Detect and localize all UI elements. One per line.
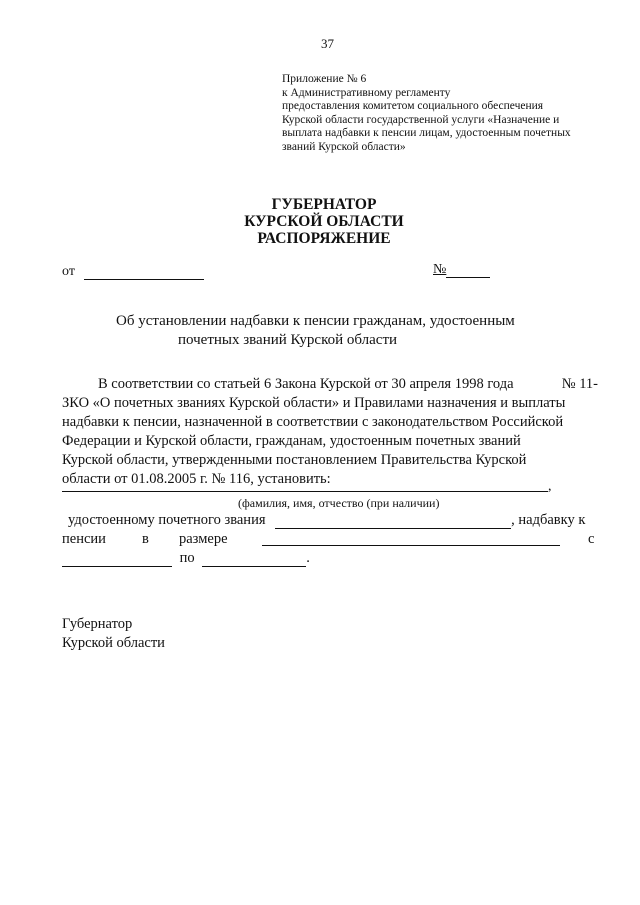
pension-word: пенсии	[62, 531, 106, 547]
amount-blank	[262, 531, 560, 546]
fio-caption: (фамилия, имя, отчество (при наличии)	[238, 496, 440, 510]
body-text: области от 01.08.2005 г. № 116, установить:	[62, 471, 331, 487]
end-date-blank	[202, 552, 306, 567]
body-text: Федерации и Курской области, гражданам, удостоенным почетных званий	[62, 433, 521, 449]
title-blank	[275, 514, 511, 529]
appendix-line: Курской области государственной услуги «Назначение и	[282, 113, 560, 126]
body-text: № 11-	[561, 376, 598, 392]
heading-order: РАСПОРЯЖЕНИЕ	[257, 230, 391, 247]
heading-governor: ГУБЕРНАТОР	[271, 196, 377, 213]
appendix-line: выплата надбавки к пенсии лицам, удостоенным почетных	[282, 127, 571, 139]
appendix-line: предоставления комитетом социального обеспечения	[282, 100, 544, 112]
body-line-2	[62, 394, 598, 413]
appendix-line: к Административному регламенту	[282, 86, 451, 99]
body-text: ЗКО «О почетных званиях Курской области» и Правилами назначения и выплаты	[62, 395, 566, 411]
fio-comma: ,	[548, 479, 552, 494]
from-word: с	[588, 531, 595, 547]
body-line-5	[62, 451, 598, 470]
award-line-3	[62, 550, 310, 567]
number-blank	[446, 264, 490, 278]
body-text: В соответствии со статьей 6 Закона Курской от 30 апреля 1998 года	[98, 376, 514, 392]
body-text: Курской области, утвержденными постановлением Правительства Курской	[62, 452, 527, 468]
body-line-4	[62, 432, 598, 451]
body-line-3	[62, 413, 598, 432]
period-dot: .	[306, 550, 310, 566]
body-line-6	[62, 470, 598, 489]
in-word: в	[142, 531, 149, 547]
award-line-2	[62, 531, 598, 551]
body-text: надбавки к пенсии, назначенной в соответствии с законодательством Российской	[62, 414, 564, 430]
award-line-1	[62, 512, 598, 529]
to-word: по	[179, 550, 195, 566]
signature-title: Губернатор	[62, 616, 133, 632]
start-date-blank	[62, 552, 172, 567]
appendix-note	[282, 73, 571, 154]
body-line-1	[62, 375, 598, 394]
number-label: №	[433, 262, 447, 277]
date-blank	[84, 265, 204, 280]
subject-line-2: почетных званий Курской области	[178, 332, 398, 348]
appendix-line: званий Курской области»	[282, 140, 406, 153]
date-field	[62, 264, 204, 280]
heading-region: КУРСКОЙ ОБЛАСТИ	[244, 213, 404, 230]
size-word: размере	[179, 531, 228, 547]
award-suffix: , надбавку к	[511, 512, 586, 528]
date-label: от	[62, 264, 75, 279]
subject-line-1: Об установлении надбавки к пенсии гражданам, удостоенным	[116, 313, 515, 329]
award-title-label: удостоенному почетного звания	[68, 512, 266, 528]
appendix-line: Приложение № 6	[282, 73, 367, 85]
fio-blank-line	[62, 491, 548, 492]
signature-region: Курской области	[62, 635, 165, 651]
number-field	[433, 262, 490, 278]
page-number: 37	[321, 36, 334, 51]
